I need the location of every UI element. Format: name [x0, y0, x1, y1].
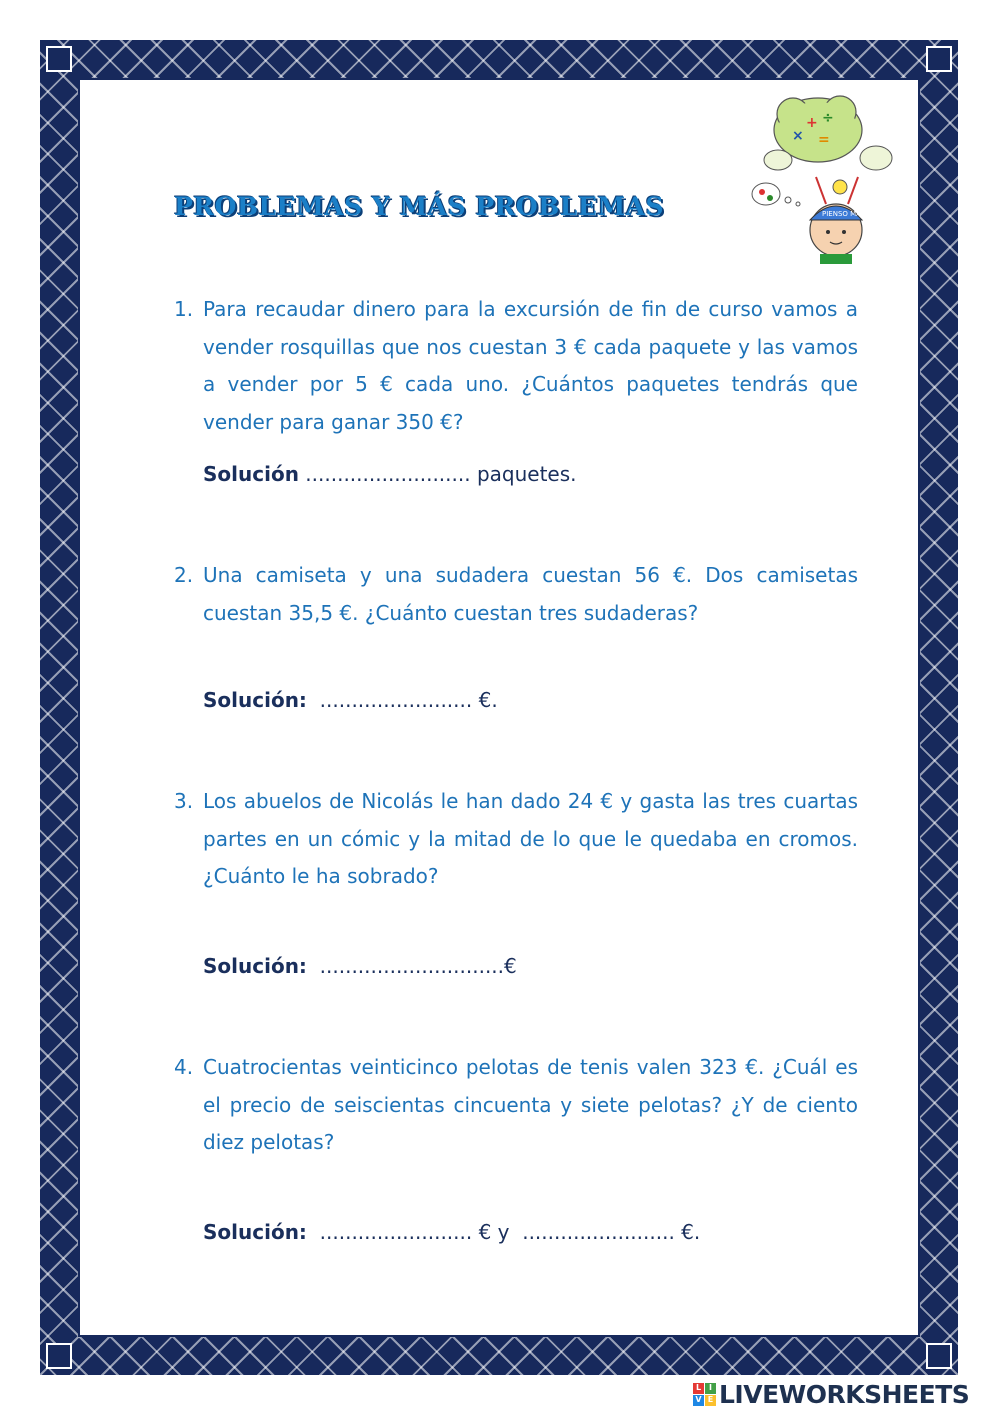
- liveworksheets-logo-icon: [693, 1383, 716, 1406]
- corner-ornament: [926, 46, 952, 72]
- logo-letter: L: [693, 1383, 704, 1394]
- solution-blank[interactable]: .............................€: [306, 954, 517, 978]
- svg-text:=: =: [818, 132, 830, 148]
- problem-text: Para recaudar dinero para la excursión de fin de curso vamos a vender rosquillas que nos cuestan 3 € cada paquete y las vamos a vender por 5 € cada uno. ¿Cuántos paquetes tendrás que vender para ganar 350 €?: [203, 297, 858, 434]
- logo-letter: V: [693, 1395, 704, 1406]
- svg-text:×: ×: [792, 128, 804, 144]
- logo-letter: I: [705, 1383, 716, 1394]
- liveworksheets-brand[interactable]: [693, 1378, 969, 1410]
- solution-blank[interactable]: .......................... paquetes.: [298, 462, 577, 486]
- logo-letter: E: [705, 1395, 716, 1406]
- svg-text:PIENSO MÁS: PIENSO MÁS: [822, 210, 866, 218]
- solution-line-2[interactable]: [203, 688, 498, 712]
- solution-label: Solución:: [203, 688, 307, 712]
- thinking-child-icon: [748, 92, 898, 267]
- problem-2: [174, 557, 858, 632]
- problem-1: [174, 291, 858, 441]
- solution-blank[interactable]: ........................ € y ........................ €.: [306, 1220, 701, 1244]
- svg-text:+: +: [806, 115, 818, 131]
- corner-ornament: [926, 1343, 952, 1369]
- solution-label: Solución:: [203, 1220, 307, 1244]
- page-title: PROBLEMAS Y MÁS PROBLEMAS: [174, 192, 665, 221]
- problem-text: Los abuelos de Nicolás le han dado 24 € y gasta las tres cuartas partes en un cómic y la mitad de lo que le quedaba en cromos. ¿Cuánto le ha sobrado?: [203, 789, 858, 888]
- problem-number: 2.: [174, 563, 194, 587]
- solution-line-1[interactable]: [203, 462, 577, 486]
- svg-text:÷: ÷: [822, 110, 834, 126]
- solution-blank[interactable]: ........................ €.: [306, 688, 498, 712]
- problem-number: 4.: [174, 1055, 194, 1079]
- solution-label: Solución:: [203, 954, 307, 978]
- problem-text: Cuatrocientas veinticinco pelotas de tenis valen 323 €. ¿Cuál es el precio de seiscientas cincuenta y siete pelotas? ¿Y de ciento diez pelotas?: [203, 1055, 858, 1154]
- problem-number: 1.: [174, 297, 194, 321]
- solution-line-4[interactable]: [203, 1220, 700, 1244]
- problem-4: [174, 1049, 858, 1162]
- problem-3: [174, 783, 858, 896]
- corner-ornament: [46, 1343, 72, 1369]
- solution-label: Solución: [203, 462, 299, 486]
- problem-text: Una camiseta y una sudadera cuestan 56 €. Dos camisetas cuestan 35,5 €. ¿Cuánto cuestan tres sudaderas?: [203, 563, 858, 625]
- problem-number: 3.: [174, 789, 194, 813]
- solution-line-3[interactable]: [203, 954, 517, 978]
- brand-name: LIVEWORKSHEETS: [719, 1379, 970, 1409]
- corner-ornament: [46, 46, 72, 72]
